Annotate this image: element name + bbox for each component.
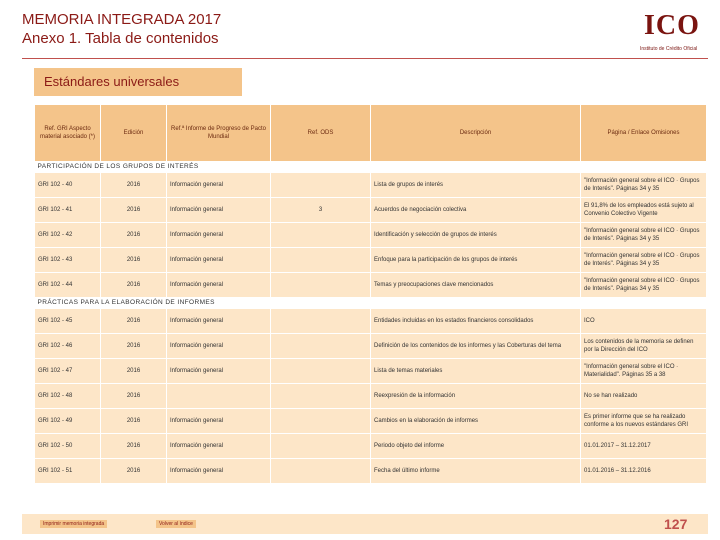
footer-bar [22,514,708,534]
contents-table [34,104,707,484]
table-cell: 01.01.2017 – 31.12.2017 [581,434,707,459]
section-title: Estándares universales [44,74,180,89]
table-cell: 2016 [101,359,167,384]
table-cell: Información general [167,273,271,298]
table-cell [167,384,271,409]
table-cell: Información general [167,434,271,459]
back-to-index-button[interactable]: Volver al índice [156,520,196,528]
table-cell: ICO [581,309,707,334]
table-cell: GRI 102 - 45 [35,309,101,334]
table-cell: 2016 [101,223,167,248]
table-cell: Información general [167,334,271,359]
table-cell: Lista de temas materiales [371,359,581,384]
table-row [35,198,707,223]
table-cell: Cambios en la elaboración de informes [371,409,581,434]
table-cell: Temas y preocupaciones clave mencionados [371,273,581,298]
table-row [35,434,707,459]
table-row [35,173,707,198]
table-cell: 2016 [101,459,167,484]
table-cell: Los contenidos de la memoria se definen por la Dirección del ICO [581,334,707,359]
table-cell: 2016 [101,198,167,223]
table-cell: Lista de grupos de interés [371,173,581,198]
col-header-gri: Ref. GRI Aspecto material asociado (*) [35,105,101,162]
table-cell: Información general [167,409,271,434]
logo-tagline: Instituto de Crédito Oficial [640,46,698,52]
table-cell [271,409,371,434]
col-header-edition: Edición [101,105,167,162]
table-cell: GRI 102 - 48 [35,384,101,409]
table-body [35,162,707,484]
table-cell: Reexpresión de la información [371,384,581,409]
table-cell: 2016 [101,384,167,409]
table-cell [271,173,371,198]
col-header-page: Página / Enlace Omisiones [581,105,707,162]
header-titles [22,10,221,48]
table-cell: "Información general sobre el ICO · Materialidad". Páginas 35 a 38 [581,359,707,384]
page-subtitle: Anexo 1. Tabla de contenidos [22,30,219,47]
table-cell: Información general [167,309,271,334]
table-cell: "Información general sobre el ICO · Grupos de Interés". Páginas 34 y 35 [581,173,707,198]
table-cell: GRI 102 - 40 [35,173,101,198]
table-row [35,273,707,298]
table-cell: Es primer informe que se ha realizado conforme a los nuevos estándares GRI [581,409,707,434]
table-cell: GRI 102 - 42 [35,223,101,248]
table-cell [271,459,371,484]
col-header-ods: Ref. ODS [271,105,371,162]
page-number: 127 [664,516,688,532]
table-header-row [35,105,707,162]
table-cell: "Información general sobre el ICO · Grupos de Interés". Páginas 34 y 35 [581,248,707,273]
table-cell [271,223,371,248]
table-cell: GRI 102 - 44 [35,273,101,298]
group-row [35,298,707,309]
table-cell: 2016 [101,173,167,198]
table-cell: GRI 102 - 41 [35,198,101,223]
table-cell: Información general [167,223,271,248]
table-cell: "Información general sobre el ICO · Grupos de Interés". Páginas 34 y 35 [581,273,707,298]
ico-logo [640,10,706,56]
table-cell: 2016 [101,309,167,334]
table-cell: Entidades incluidas en los estados financieros consolidados [371,309,581,334]
col-header-description: Descripción [371,105,581,162]
table-row [35,334,707,359]
table-cell: Identificación y selección de grupos de interés [371,223,581,248]
table-row [35,248,707,273]
table-cell: GRI 102 - 47 [35,359,101,384]
table-cell: GRI 102 - 51 [35,459,101,484]
logo-wordmark: ICO [644,10,700,41]
table-cell: 2016 [101,248,167,273]
table-row [35,384,707,409]
table-cell: 2016 [101,409,167,434]
table-cell: Información general [167,173,271,198]
table-cell: El 91,8% de los empleados está sujeto al Convenio Colectivo Vigente [581,198,707,223]
group-label: PRÁCTICAS PARA LA ELABORACIÓN DE INFORMES [35,298,707,309]
table-cell: Periodo objeto del informe [371,434,581,459]
table-cell: 2016 [101,334,167,359]
table-cell: No se han realizado [581,384,707,409]
table-row [35,223,707,248]
table-cell [271,384,371,409]
table-cell: GRI 102 - 49 [35,409,101,434]
table-cell: 3 [271,198,371,223]
table-cell: Definición de los contenidos de los informes y las Coberturas del tema [371,334,581,359]
table-cell: Enfoque para la participación de los grupos de interés [371,248,581,273]
table-cell [271,273,371,298]
table-cell: Información general [167,359,271,384]
table-cell: GRI 102 - 46 [35,334,101,359]
table-cell: Fecha del último informe [371,459,581,484]
group-label: PARTICIPACIÓN DE LOS GRUPOS DE INTERÉS [35,162,707,173]
table-cell [271,359,371,384]
table-cell [271,309,371,334]
table-cell: Información general [167,248,271,273]
col-header-pacto: Ref.ª Informe de Progreso de Pacto Mundial [167,105,271,162]
section-band [34,68,242,96]
table-cell [271,248,371,273]
table-cell: "Información general sobre el ICO · Grupos de Interés". Páginas 34 y 35 [581,223,707,248]
print-report-button[interactable]: Imprimir memoria integrada [40,520,107,528]
table-cell: Información general [167,198,271,223]
table-row [35,409,707,434]
table-cell: GRI 102 - 43 [35,248,101,273]
table-row [35,459,707,484]
table-cell [271,334,371,359]
table-cell: GRI 102 - 50 [35,434,101,459]
table-row [35,359,707,384]
table-cell: 2016 [101,434,167,459]
page-title: MEMORIA INTEGRADA 2017 [22,11,222,28]
table-cell [271,434,371,459]
table-row [35,309,707,334]
table-cell: Información general [167,459,271,484]
header-divider [22,58,708,59]
group-row [35,162,707,173]
table-cell: 2016 [101,273,167,298]
table-cell: 01.01.2016 – 31.12.2016 [581,459,707,484]
table-cell: Acuerdos de negociación colectiva [371,198,581,223]
